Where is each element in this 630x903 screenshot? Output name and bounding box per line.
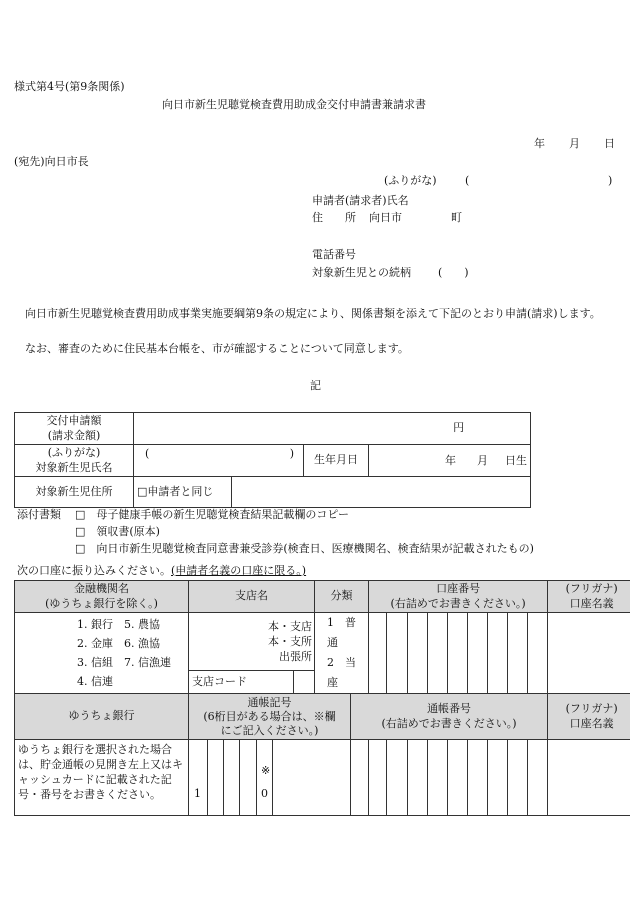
yucho-symbol-input[interactable] <box>189 740 351 816</box>
dob-label: 生年月日 <box>304 445 369 477</box>
bank-instruction-note: (申請者名義の口座に限る。) <box>171 564 307 577</box>
amount-label-line1: 交付申請額 <box>46 414 102 428</box>
account-number-header <box>369 581 548 613</box>
yucho-number-digit-1[interactable] <box>351 740 369 816</box>
account-type-header: 分類 <box>315 581 369 613</box>
yucho-symbol-header <box>189 694 351 740</box>
branch-name-header: 支店名 <box>189 581 315 613</box>
yucho-symbol-digit-3[interactable] <box>223 740 240 815</box>
bank-instruction-text: 次の口座に振り込みください。 <box>17 564 171 577</box>
amount-label-cell <box>15 413 134 445</box>
account-type-ordinary[interactable]: 1 普通 <box>327 616 357 649</box>
applicant-address-label: 住 所 <box>312 211 356 224</box>
branch-name-input[interactable] <box>189 613 315 671</box>
account-type-checking[interactable]: 2 当座 <box>327 656 357 689</box>
account-digit-6[interactable] <box>468 613 488 694</box>
account-digit-5[interactable] <box>448 613 468 694</box>
yucho-symbol-header-line1: 通帳記号 <box>247 695 292 709</box>
dob-year-label: 年 <box>445 454 456 467</box>
branch-type-office: 出張所 <box>279 650 313 664</box>
infant-furigana-label: (ふりがな) <box>47 446 101 460</box>
attachments-label: 添付書類 <box>17 508 61 521</box>
bank-type-option-2[interactable]: 2. 金庫 6. 漁協 <box>77 637 160 650</box>
date-month-label: 月 <box>569 137 580 150</box>
account-digit-9[interactable] <box>528 613 548 694</box>
amount-label-line2: (請求金額) <box>47 428 101 442</box>
attachment-item-consent-form[interactable]: □ 向日市新生児聴覚検査同意書兼受診券(検査日、医療機関名、検査結果が記載されたもの) <box>75 542 534 555</box>
account-number-header-line2: (右詰めでお書きください。) <box>390 596 526 610</box>
yucho-label: ゆうちょ銀行 <box>15 694 189 740</box>
applicant-relation-label: 対象新生児との続柄 <box>312 266 411 279</box>
form-number: 様式第4号(第9条関係) <box>14 80 125 93</box>
yucho-symbol-digit-2[interactable] <box>207 740 224 815</box>
account-holder-header-line2: 口座名義 <box>569 596 614 610</box>
applicant-address-town: 町 <box>451 211 462 224</box>
bank-name-header-line2: (ゆうちょ銀行を除く。) <box>45 596 158 610</box>
bank-instruction <box>17 564 306 579</box>
attachment-item-receipt[interactable]: □ 領収書(原本) <box>75 525 160 538</box>
form-title: 向日市新生児聴覚検査費用助成金交付申請書兼請求書 <box>162 98 426 111</box>
account-digit-3[interactable] <box>408 613 428 694</box>
bank-name-header <box>15 581 189 613</box>
yucho-symbol-header-line2: (6桁目がある場合は、※欄 <box>203 709 336 723</box>
bank-body-row <box>15 613 630 671</box>
yucho-symbol-header-line3: にご記入ください。) <box>220 723 319 737</box>
bank-header-row <box>15 581 630 613</box>
yucho-number-digit-7[interactable] <box>468 740 488 816</box>
account-holder-input[interactable] <box>548 613 630 694</box>
branch-type-sub: 本・支所 <box>268 635 313 649</box>
addressee: (宛先)向日市長 <box>14 155 89 168</box>
dob-input[interactable] <box>369 445 531 477</box>
consent-paragraph: なお、審査のために住民基本台帳を、市が確認することについて同意します。 <box>25 342 409 355</box>
infant-address-row <box>15 477 531 508</box>
bank-type-options[interactable] <box>15 613 189 694</box>
yucho-number-header-line2: (右詰めでお書きください。) <box>381 716 517 730</box>
dob-day-label: 日生 <box>505 454 527 467</box>
bank-account-table <box>14 580 630 816</box>
account-digit-1[interactable] <box>369 613 387 694</box>
account-number-header-line1: 口座番号 <box>436 582 481 596</box>
yen-unit: 円 <box>453 421 465 435</box>
yucho-holder-header-line2: 口座名義 <box>569 716 614 730</box>
account-holder-header-line1: (フリガナ) <box>565 582 618 596</box>
infant-address-label: 対象新生児住所 <box>15 477 134 508</box>
amount-input[interactable] <box>134 413 531 445</box>
branch-code-label: 支店コード <box>189 671 294 694</box>
yucho-number-header-line1: 通帳番号 <box>427 702 472 716</box>
yucho-holder-header <box>548 694 630 740</box>
attachment-item-maternal-handbook[interactable]: □ 母子健康手帳の新生児聴覚検査結果記載欄のコピー <box>75 508 349 521</box>
yucho-symbol-digit-4[interactable] <box>239 740 257 815</box>
applicant-furigana-open: ( <box>465 174 470 187</box>
date-year-label: 年 <box>534 137 545 150</box>
infant-name-input[interactable] <box>134 445 304 477</box>
yucho-number-digit-2[interactable] <box>369 740 387 816</box>
ki-mark: 記 <box>310 379 321 392</box>
bank-type-option-4[interactable]: 4. 信連 <box>77 675 113 688</box>
infant-address-input[interactable] <box>232 477 531 508</box>
yucho-number-digit-4[interactable] <box>408 740 428 816</box>
infant-name-row <box>15 445 531 477</box>
application-details-table <box>14 412 531 508</box>
yucho-asterisk-mark: ※ <box>261 764 271 777</box>
applicant-phone-label: 電話番号 <box>312 248 356 261</box>
yucho-symbol-digit-1[interactable] <box>189 740 208 815</box>
infant-furigana-close: ) <box>289 447 294 460</box>
account-digit-2[interactable] <box>387 613 408 694</box>
yucho-number-digit-9[interactable] <box>508 740 528 816</box>
bank-type-option-3[interactable]: 3. 信組 7. 信漁連 <box>77 656 171 669</box>
applicant-address-city: 向日市 <box>369 211 402 224</box>
yucho-body-row <box>15 740 630 816</box>
branch-code-input[interactable] <box>294 671 315 694</box>
yucho-instruction: ゆうちょ銀行を選択された場合は、貯金通帳の見開き左上又はキャッシュカードに記載された記号・番号をお書きください。 <box>15 740 189 816</box>
yucho-number-first-digit: 0 <box>261 787 268 800</box>
applicant-furigana-label: (ふりがな) <box>384 174 437 187</box>
account-type-options[interactable] <box>315 613 369 694</box>
applicant-relation-parens: ( ) <box>438 266 469 279</box>
branch-type-main: 本・支店 <box>268 620 313 634</box>
same-as-applicant-checkbox[interactable]: □申請者と同じ <box>134 477 232 508</box>
infant-name-label-cell <box>15 445 134 477</box>
account-digit-8[interactable] <box>508 613 528 694</box>
yucho-holder-input[interactable] <box>548 740 630 816</box>
applicant-furigana-close: ) <box>608 174 613 187</box>
account-digit-7[interactable] <box>488 613 508 694</box>
yucho-number-digit-3[interactable] <box>387 740 408 816</box>
yucho-number-digit-6[interactable] <box>448 740 468 816</box>
account-digit-4[interactable] <box>428 613 448 694</box>
infant-furigana-open: ( <box>145 447 150 460</box>
yucho-symbol-first-digit: 1 <box>194 787 201 800</box>
dob-month-label: 月 <box>477 454 488 467</box>
applicant-name-label: 申請者(請求者)氏名 <box>312 194 409 207</box>
infant-name-label: 対象新生児氏名 <box>35 460 113 474</box>
account-holder-header <box>548 581 630 613</box>
amount-row <box>15 413 531 445</box>
yucho-number-header <box>351 694 548 740</box>
bank-name-header-line1: 金融機関名 <box>74 582 129 596</box>
yucho-holder-header-line1: (フリガナ) <box>565 702 618 716</box>
bank-type-option-1[interactable]: 1. 銀行 5. 農協 <box>77 618 160 631</box>
yucho-number-digit-8[interactable] <box>488 740 508 816</box>
request-paragraph: 向日市新生児聴覚検査費用助成事業実施要綱第9条の規定により、関係書類を添えて下記のとおり申請(請求)します。 <box>25 307 601 320</box>
yucho-number-digit-10[interactable] <box>528 740 548 816</box>
yucho-header-row <box>15 694 630 740</box>
date-day-label: 日 <box>604 137 615 150</box>
yucho-number-digit-5[interactable] <box>428 740 448 816</box>
